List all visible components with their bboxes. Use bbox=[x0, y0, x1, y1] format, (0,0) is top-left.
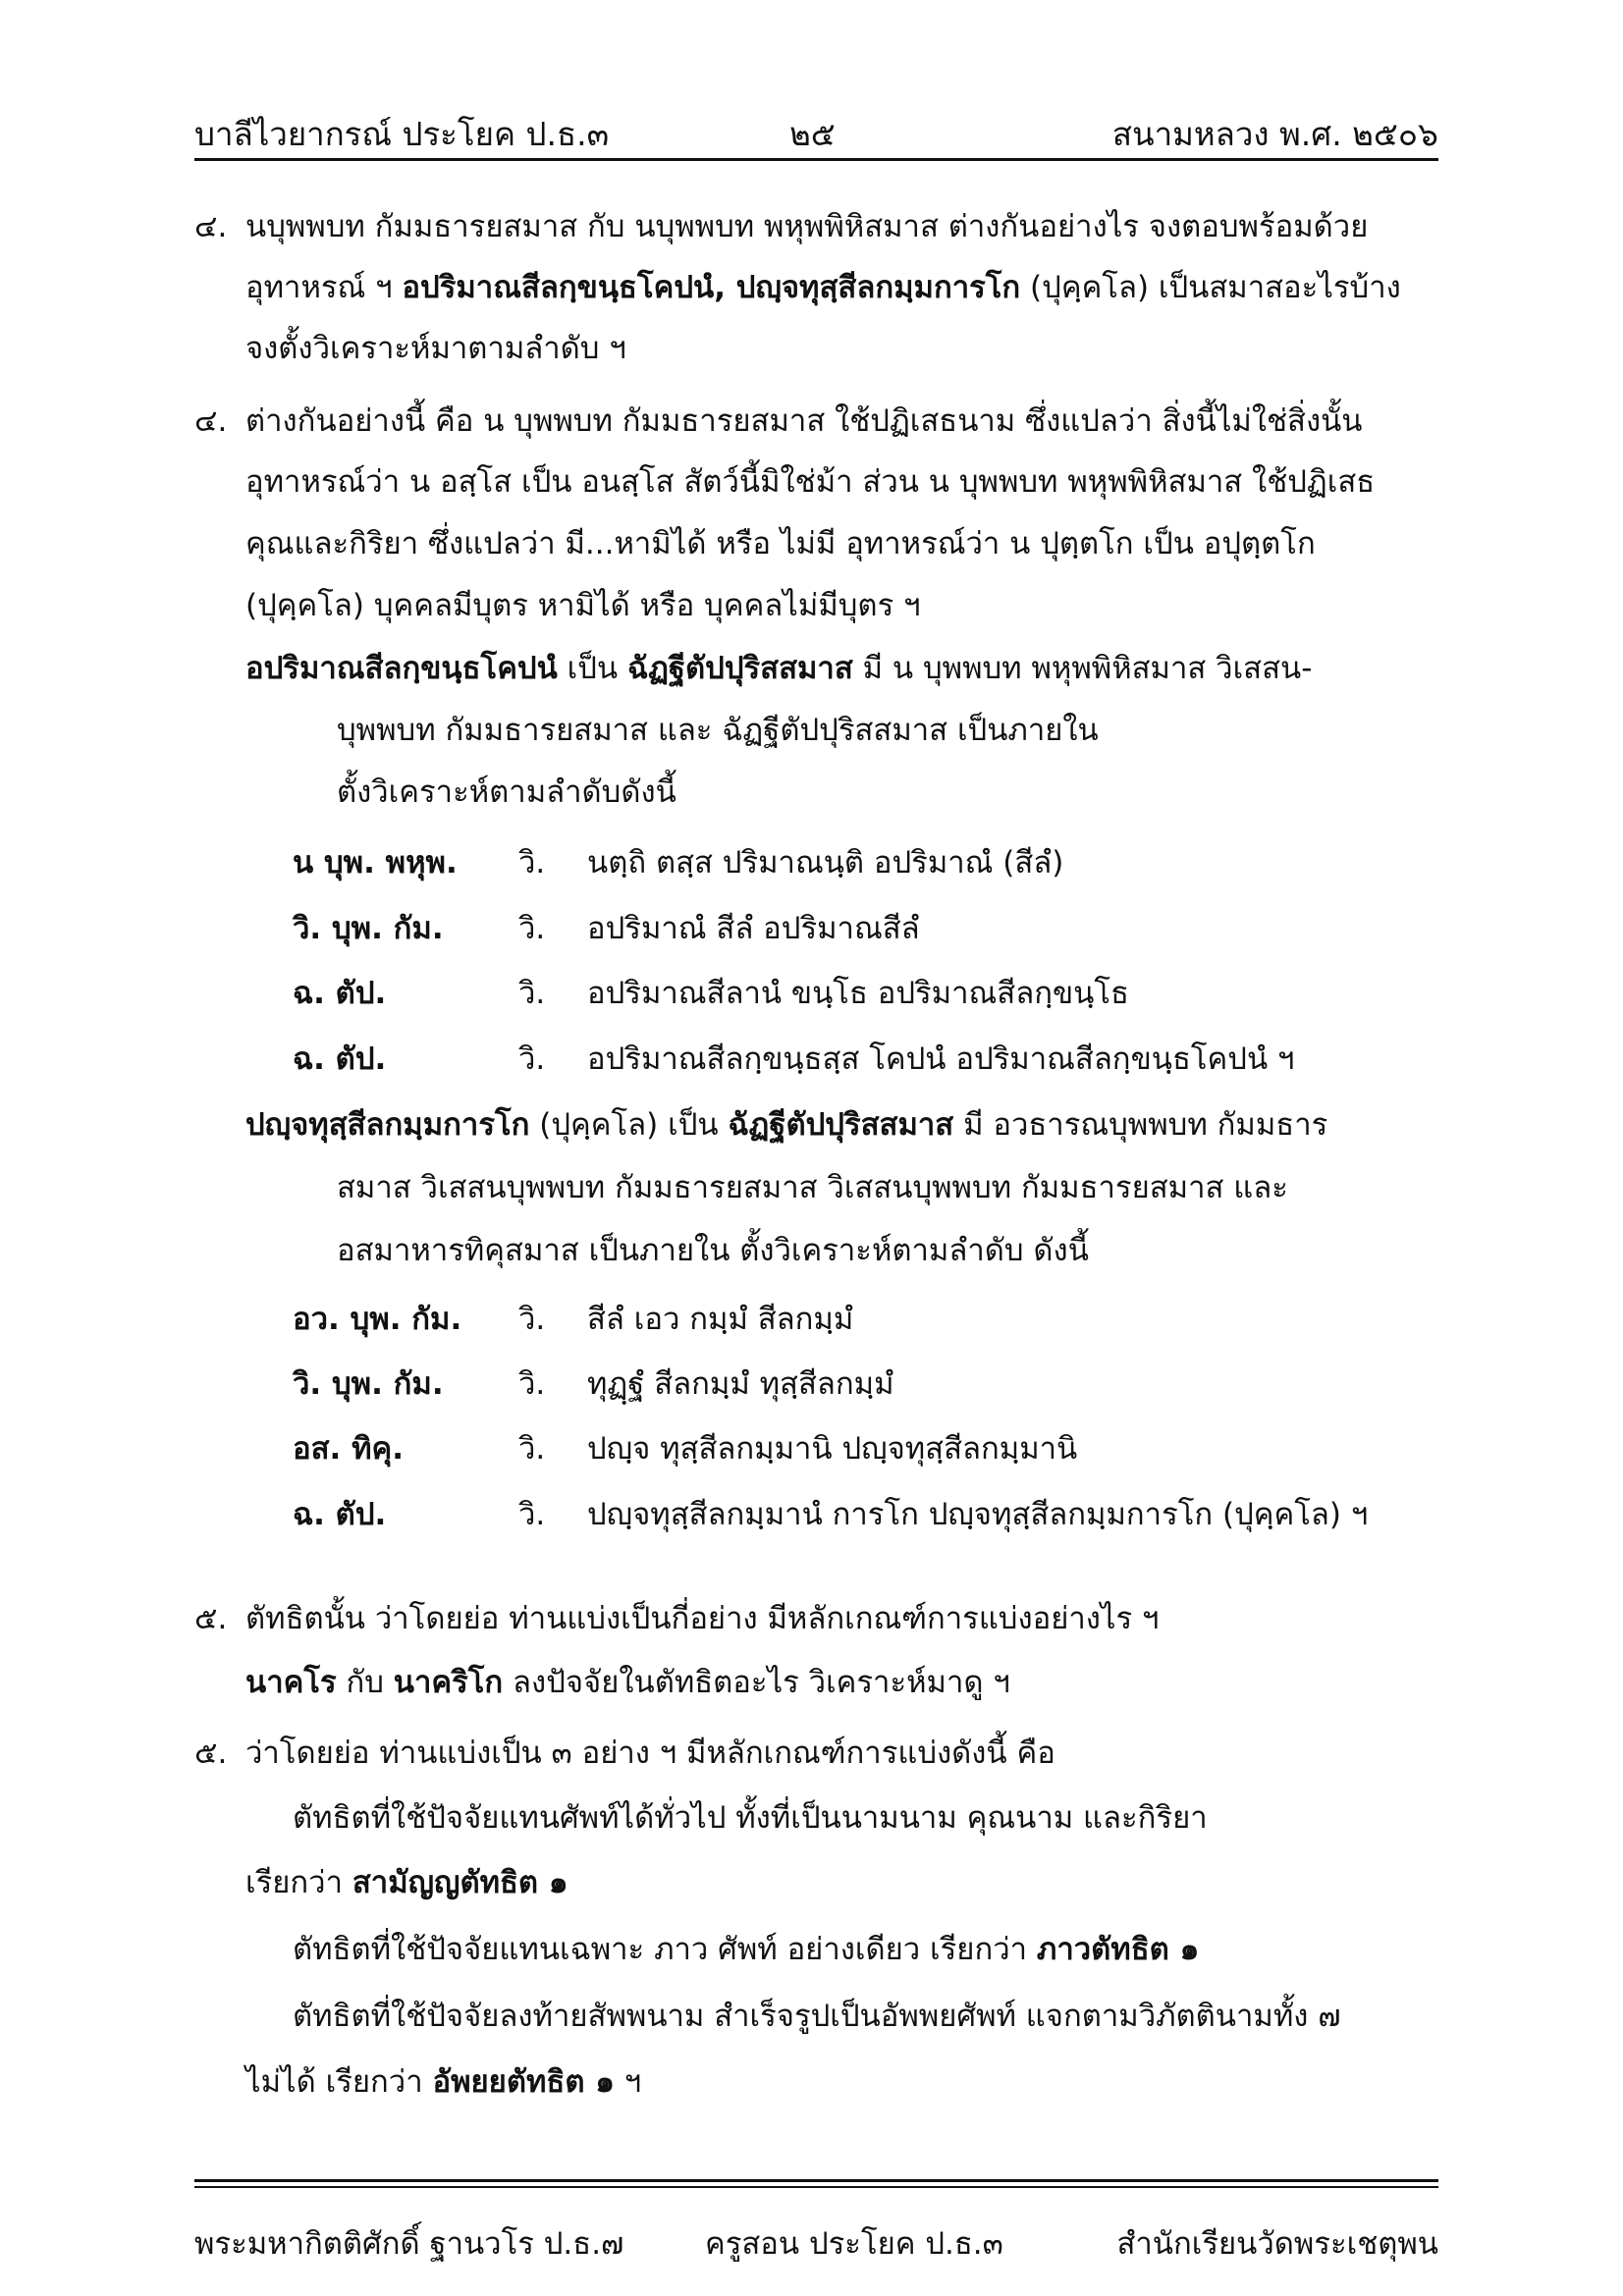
analysis-text: นตฺถิ ตสฺส ปริมาณนฺติ อปริมาณํ (สีลํ) bbox=[587, 845, 1064, 881]
a4-number: ๔. bbox=[194, 403, 228, 439]
footer-role: ครูสอน ประโยค ป.ธ.๓ bbox=[705, 2226, 1003, 2262]
analysis-code: ฉ. ตัป. bbox=[293, 976, 387, 1011]
q4-line-2: อุทาหรณ์ ฯ อปริมาณสีลกฺขนฺธโคปนํ, ปญฺจทุสฺสีลกมฺมการโก (ปุคฺคโล) เป็นสมาสอะไรบ้าง bbox=[245, 270, 1401, 305]
analysis-marker: วิ. bbox=[518, 1302, 546, 1337]
page-header bbox=[194, 98, 1438, 153]
a5-line-3: เรียกว่า สามัญญตัทธิต ๑ bbox=[245, 1865, 568, 1900]
q5-line-2: นาคโร กับ นาคริโก ลงปัจจัยในตัทธิตอะไร วิเคราะห์มาดู ฯ bbox=[245, 1665, 1010, 1700]
a5-number: ๕. bbox=[194, 1735, 228, 1771]
analysis-marker: วิ. bbox=[518, 1366, 546, 1402]
analysis-marker: วิ. bbox=[518, 1041, 546, 1077]
a4-para1-line-2: บุพพบท กัมมธารยสมาส และ ฉัฏฐีตัปปุริสสมาส เป็นภายใน bbox=[337, 713, 1099, 748]
header-exam-year: สนามหลวง พ.ศ. ๒๕๐๖ bbox=[1111, 115, 1438, 153]
a4-para1-line-3: ตั้งวิเคราะห์ตามลำดับดังนี้ bbox=[337, 774, 676, 810]
analysis-text: ปญฺจทุสฺสีลกมฺมานํ การโก ปญฺจทุสฺสีลกมฺมการโก (ปุคฺคโล) ฯ bbox=[587, 1497, 1369, 1532]
a4-line-4: (ปุคฺคโล) บุคคลมีบุตร หามิได้ หรือ บุคคลไม่มีบุตร ฯ bbox=[245, 588, 921, 623]
a4-line-3: คุณและกิริยา ซึ่งแปลว่า มี...หามิได้ หรือ ไม่มี อุทาหรณ์ว่า น ปุตฺตโก เป็น อปุตฺตโก bbox=[245, 526, 1316, 561]
footer-rule-top bbox=[194, 2179, 1438, 2182]
analysis-marker: วิ. bbox=[518, 976, 546, 1011]
analysis-code: ฉ. ตัป. bbox=[293, 1041, 387, 1077]
analysis-code: วิ. บุพ. กัม. bbox=[293, 911, 444, 946]
page-number: ๒๕ bbox=[789, 115, 836, 153]
analysis-marker: วิ. bbox=[518, 1431, 546, 1467]
analysis-text: อปริมาณสีลานํ ขนฺโธ อปริมาณสีลกฺขนฺโธ bbox=[587, 976, 1129, 1011]
page-footer bbox=[194, 2218, 1438, 2268]
analysis-code: วิ. บุพ. กัม. bbox=[293, 1366, 444, 1402]
a4-para2-line-2: สมาส วิเสสนบุพพบท กัมมธารยสมาส วิเสสนบุพพบท กัมมธารยสมาส และ bbox=[337, 1170, 1288, 1205]
analysis-marker: วิ. bbox=[518, 845, 546, 881]
a5-line-5: ตัทธิตที่ใช้ปัจจัยลงท้ายสัพพนาม สำเร็จรูปเป็นอัพพยศัพท์ แจกตามวิภัตตินามทั้ง ๗ bbox=[293, 1999, 1341, 2034]
a5-line-4: ตัทธิตที่ใช้ปัจจัยแทนเฉพาะ ภาว ศัพท์ อย่างเดียว เรียกว่า ภาวตัทธิต ๑ bbox=[293, 1932, 1200, 1967]
analysis-text: ปญฺจ ทุสฺสีลกมฺมานิ ปญฺจทุสฺสีลกมฺมานิ bbox=[587, 1431, 1078, 1467]
analysis-text: อปริมาณสีลกฺขนฺธสฺส โคปนํ อปริมาณสีลกฺขนฺธโคปนํ ฯ bbox=[587, 1041, 1295, 1077]
a5-line-6: ไม่ได้ เรียกว่า อัพยยตัทธิต ๑ ฯ bbox=[245, 2064, 642, 2100]
analysis-text: ทุฏฺฐํ สีลกมฺมํ ทุสฺสีลกมฺมํ bbox=[587, 1366, 894, 1402]
q5-line-1: ตัทธิตนั้น ว่าโดยย่อ ท่านแบ่งเป็นกี่อย่าง มีหลักเกณฑ์การแบ่งอย่างไร ฯ bbox=[245, 1601, 1160, 1636]
a4-line-2: อุทาหรณ์ว่า น อสฺโส เป็น อนสฺโส สัตว์นี้มิใช่ม้า ส่วน น บุพพบท พหุพพิหิสมาส ใช้ปฏิเสธ bbox=[245, 464, 1376, 500]
analysis-code: อส. ทิคุ. bbox=[293, 1431, 405, 1467]
a5-line-1: ว่าโดยย่อ ท่านแบ่งเป็น ๓ อย่าง ฯ มีหลักเกณฑ์การแบ่งดังนี้ คือ bbox=[245, 1735, 1055, 1771]
header-book-title: บาลีไวยากรณ์ ประโยค ป.ธ.๓ bbox=[194, 115, 610, 153]
analysis-marker: วิ. bbox=[518, 1497, 546, 1532]
analysis-marker: วิ. bbox=[518, 911, 546, 946]
analysis-code: น บุพ. พหุพ. bbox=[293, 845, 458, 881]
footer-rule-bottom bbox=[194, 2186, 1438, 2188]
analysis-code: ฉ. ตัป. bbox=[293, 1497, 387, 1532]
q4-line-1: นบุพพบท กัมมธารยสมาส กับ นบุพพบท พหุพพิหิสมาส ต่างกันอย่างไร จงตอบพร้อมด้วย bbox=[245, 209, 1369, 244]
a4-para1-line-1: อปริมาณสีลกฺขนฺธโคปนํ เป็น ฉัฏฐีตัปปุริสสมาส มี น บุพพบท พหุพพิหิสมาส วิเสสน- bbox=[245, 651, 1313, 686]
header-rule bbox=[194, 158, 1438, 161]
analysis-text: สีลํ เอว กมฺมํ สีลกมฺมํ bbox=[587, 1302, 854, 1337]
a4-para2-line-3: อสมาหารทิคุสมาส เป็นภายใน ตั้งวิเคราะห์ตามลำดับ ดังนี้ bbox=[337, 1233, 1089, 1268]
footer-author: พระมหากิตติศักดิ์ ฐานวโร ป.ธ.๗ bbox=[194, 2226, 624, 2262]
analysis-text: อปริมาณํ สีลํ อปริมาณสีลํ bbox=[587, 911, 920, 946]
q4-line-3: จงตั้งวิเคราะห์มาตามลำดับ ฯ bbox=[245, 331, 626, 366]
a5-line-2: ตัทธิตที่ใช้ปัจจัยแทนศัพท์ได้ทั่วไป ทั้งที่เป็นนามนาม คุณนาม และกิริยา bbox=[293, 1800, 1208, 1836]
a4-para2-line-1: ปญฺจทุสฺสีลกมฺมการโก (ปุคฺคโล) เป็น ฉัฏฐีตัปปุริสสมาส มี อวธารณบุพพบท กัมมธาร bbox=[245, 1107, 1328, 1143]
analysis-code: อว. บุพ. กัม. bbox=[293, 1302, 462, 1337]
q4-number: ๔. bbox=[194, 209, 228, 244]
a4-line-1: ต่างกันอย่างนี้ คือ น บุพพบท กัมมธารยสมาส ใช้ปฏิเสธนาม ซึ่งแปลว่า สิ่งนี้ไม่ใช่สิ่งนั้น bbox=[245, 403, 1363, 439]
q5-number: ๕. bbox=[194, 1601, 228, 1636]
footer-school: สำนักเรียนวัดพระเชตุพน bbox=[1116, 2226, 1438, 2262]
